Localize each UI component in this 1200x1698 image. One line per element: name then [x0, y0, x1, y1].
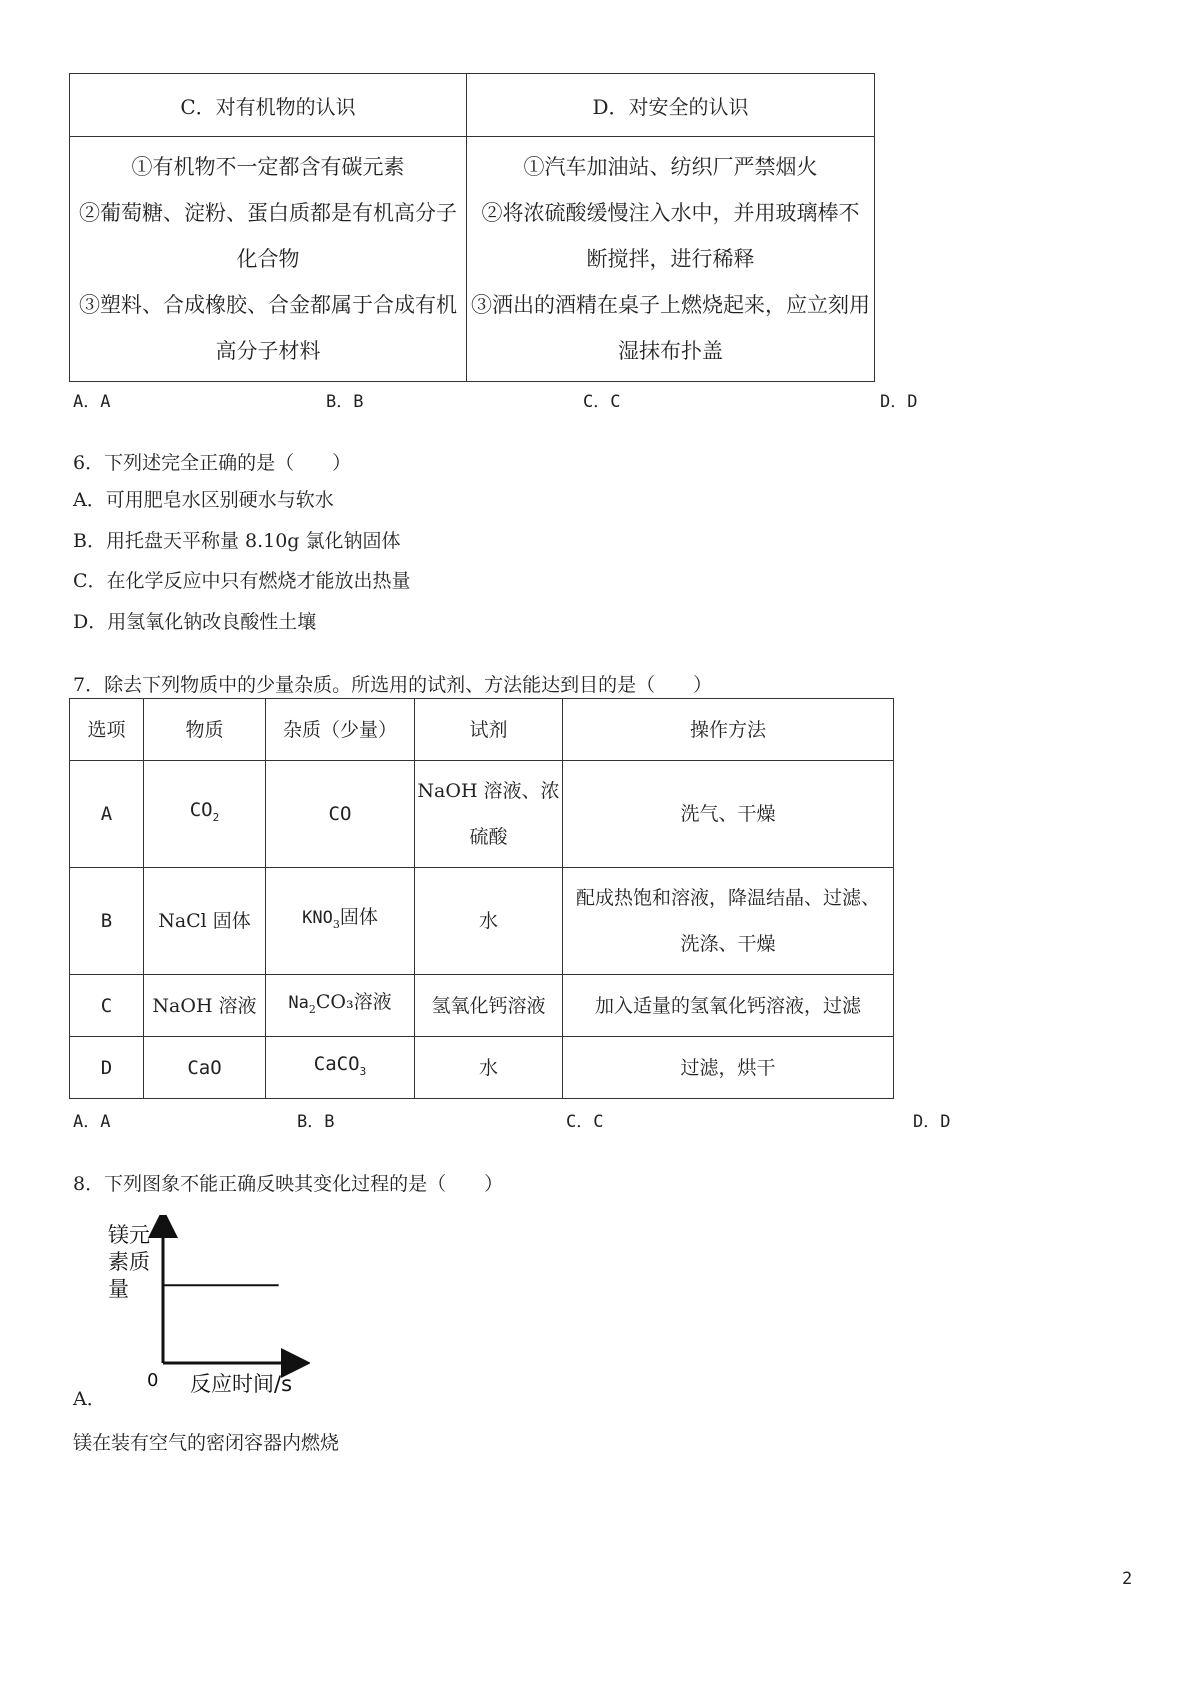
q8-option-a-label: A．	[73, 1388, 106, 1410]
q7-stem: 7．除去下列物质中的少量杂质。所选用的试剂、方法能达到目的是（ ）	[73, 674, 713, 696]
cell-line: 洗涤、干燥	[680, 933, 776, 955]
origin-label: 0	[147, 1370, 159, 1391]
header-method: 操作方法	[563, 699, 894, 761]
cell-line: 配成热饱和溶液，降温结晶、过滤、	[575, 887, 880, 909]
header-reagent: 试剂	[415, 699, 563, 761]
q7-option-a: A．A	[73, 1112, 111, 1132]
cell-line: 高分子材料	[215, 339, 321, 363]
header-option: 选项	[70, 699, 144, 761]
q6-option-b: B．用托盘天平称量 8.10g 氯化钠固体	[73, 530, 401, 552]
q7-option-c: C．C	[566, 1112, 604, 1132]
row-d-reagent: 水	[415, 1037, 563, 1099]
row-c-substance: NaOH 溶液	[144, 975, 266, 1037]
row-b-reagent: 水	[415, 868, 563, 975]
cell-line: ③洒出的酒精在桌子上燃烧起来，应立刻用	[471, 293, 870, 317]
table-row	[70, 1037, 894, 1099]
row-b-substance: NaCl 固体	[144, 868, 266, 975]
table-cell-d	[467, 137, 875, 382]
row-a-method: 洗气、干燥	[563, 761, 894, 868]
q7-option-b: B．B	[297, 1112, 335, 1132]
q5-option-b: B．B	[326, 392, 364, 412]
q7-option-d: D．D	[913, 1112, 951, 1132]
row-b-option: B	[70, 868, 144, 975]
row-b-impurity: $KNO_3$固体	[266, 868, 415, 975]
q5-option-c: C．C	[583, 392, 621, 412]
cell-line: 化合物	[236, 247, 300, 271]
knowledge-table	[69, 73, 875, 382]
cell-line: 硫酸	[469, 826, 508, 848]
page-number: 2	[1122, 1569, 1133, 1589]
q6-option-d: D．用氢氧化钠改良酸性土壤	[73, 611, 317, 633]
row-c-impurity: $Na_2CO_3$溶液	[266, 975, 415, 1037]
x-axis-label: 反应时间/s	[190, 1372, 293, 1395]
q5-option-d: D．D	[880, 392, 918, 412]
header-impurity: 杂质（少量）	[266, 699, 415, 761]
row-a-reagent	[415, 761, 563, 868]
table-header-d: D．对安全的认识	[467, 74, 875, 137]
table-row	[70, 975, 894, 1037]
cell-line: 湿抹布扑盖	[618, 339, 723, 363]
row-d-impurity: CaCO$_3$	[266, 1037, 415, 1099]
magnesium-mass-chart	[100, 1215, 310, 1395]
q6-stem: 6．下列述完全正确的是（ ）	[73, 452, 352, 474]
cell-line: 断搅拌，进行稀释	[586, 247, 755, 271]
table-row	[70, 761, 894, 868]
y-axis-label-line1: 镁元	[108, 1223, 150, 1247]
row-d-method: 过滤，烘干	[563, 1037, 894, 1099]
row-d-substance: CaO	[144, 1037, 266, 1099]
cell-line: ①有机物不一定都含有碳元素	[131, 155, 405, 179]
table-header-c: C．对有机物的认识	[70, 74, 467, 137]
row-c-reagent: 氢氧化钙溶液	[415, 975, 563, 1037]
cell-line: ②葡萄糖、淀粉、蛋白质都是有机高分子	[79, 201, 457, 225]
q5-option-a: A．A	[73, 392, 111, 412]
q8-stem: 8．下列图象不能正确反映其变化过程的是（ ）	[73, 1173, 504, 1195]
cell-line: ③塑料、合成橡胶、合金都属于合成有机	[79, 293, 457, 317]
q6-option-a: A．可用肥皂水区别硬水与软水	[73, 489, 334, 511]
y-axis-label-line2: 素质	[108, 1250, 150, 1274]
cell-line: NaOH 溶液、浓	[417, 780, 560, 802]
cell-line: ②将浓硫酸缓慢注入水中，并用玻璃棒不	[481, 201, 860, 225]
cell-line: ①汽车加油站、纺织厂严禁烟火	[523, 155, 818, 179]
impurity-table	[69, 698, 894, 1099]
row-c-method: 加入适量的氢氧化钙溶液，过滤	[563, 975, 894, 1037]
row-c-option: C	[70, 975, 144, 1037]
row-a-impurity: CO	[266, 761, 415, 868]
row-a-substance: $CO_2$	[144, 761, 266, 868]
q6-option-c: C．在化学反应中只有燃烧才能放出热量	[73, 570, 411, 592]
row-d-option: D	[70, 1037, 144, 1099]
q8-option-a-caption: 镁在装有空气的密闭容器内燃烧	[73, 1432, 340, 1454]
header-substance: 物质	[144, 699, 266, 761]
table-row	[70, 868, 894, 975]
y-axis-label-line3: 量	[108, 1277, 129, 1301]
table-cell-c	[70, 137, 467, 382]
row-b-method	[563, 868, 894, 975]
row-a-option: A	[70, 761, 144, 868]
